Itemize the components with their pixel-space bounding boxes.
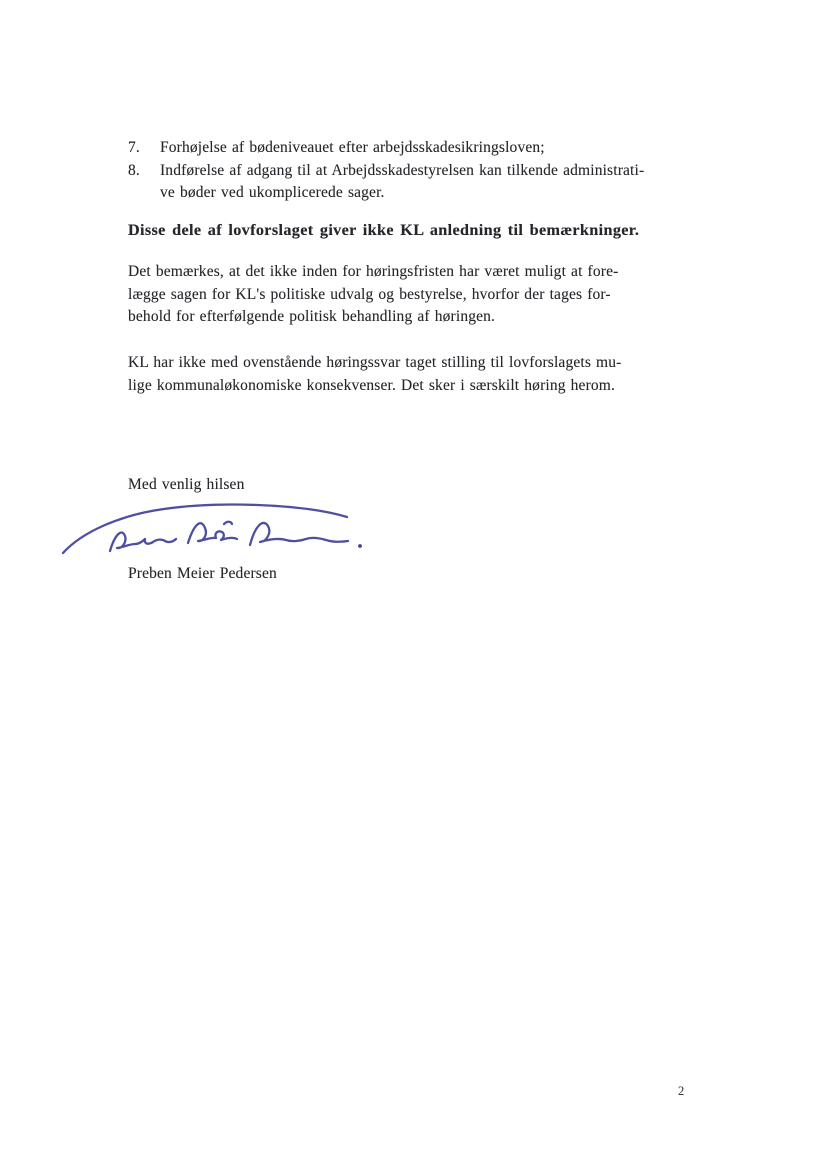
signatory-name: Preben Meier Pedersen: [128, 565, 277, 582]
paragraph-line: Det bemærkes, at det ikke inden for høringsfristen har været muligt at fore-: [128, 263, 619, 280]
paragraph-line: behold for efterfølgende politisk behandling af høringen.: [128, 308, 496, 325]
paragraph-line: lægge sagen for KL's politiske udvalg og bestyrelse, hvorfor der tages for-: [128, 285, 611, 303]
handwritten-signature: [58, 500, 376, 566]
list-item-text-line: Indførelse af adgang til at Arbejdsskadestyrelsen kan tilkende administrati-: [160, 161, 645, 179]
list-item-text: Forhøjelse af bødeniveauet efter arbejdsskadesikringsloven;: [160, 139, 545, 156]
list-item-text-line: ve bøder ved ukomplicerede sager.: [160, 184, 385, 201]
paragraph-line: KL har ikke med ovenstående høringssvar taget stilling til lovforslagets mu-: [128, 354, 622, 371]
list-item-number: 7.: [128, 139, 140, 156]
paragraph: [128, 352, 621, 397]
list-item: [128, 137, 644, 160]
numbered-list: [128, 137, 644, 205]
paragraph: [128, 261, 618, 329]
list-item-text: [160, 160, 644, 205]
salutation: Med venlig hilsen: [128, 476, 245, 493]
bold-statement: Disse dele af lovforslaget giver ikke KL anledning til bemærkninger.: [128, 221, 640, 239]
paragraph-line: lige kommunaløkonomiske konsekvenser. Det sker i særskilt høring herom.: [128, 376, 616, 394]
page-number: 2: [678, 1084, 685, 1098]
list-item: [128, 160, 644, 205]
signature-ink-icon: [58, 500, 376, 566]
list-item-number: 8.: [128, 161, 140, 179]
